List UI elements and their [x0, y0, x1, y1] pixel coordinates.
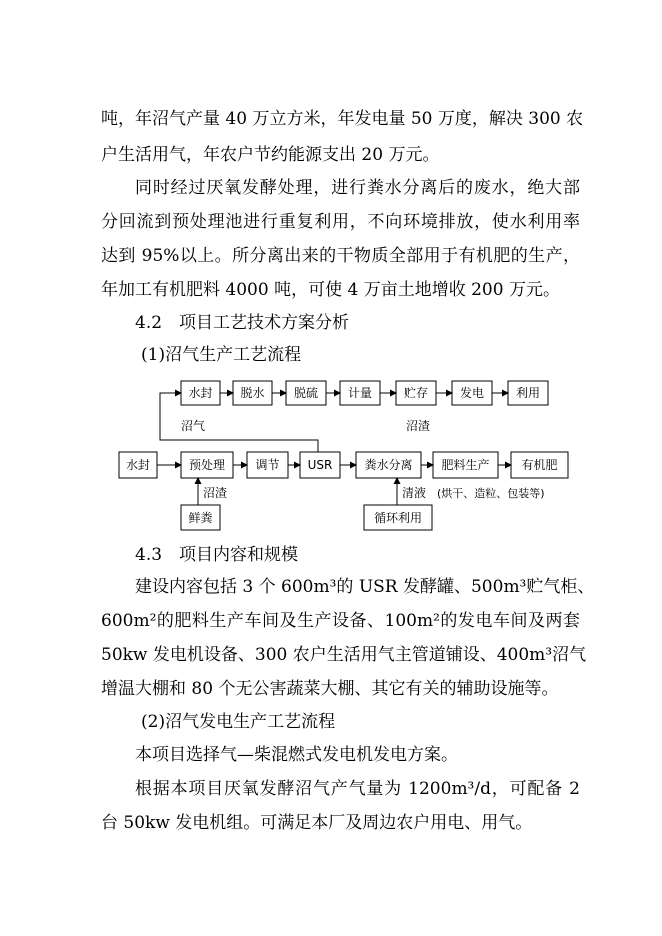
section-4-3-line-4: 增温大棚和 80 个无公害蔬菜大棚、其它有关的辅助设施等。 — [101, 679, 559, 699]
top-water-seal-label: 水封 — [188, 386, 213, 400]
paragraph-1-line-2: 户生活用气，年农户节约能源支出 20 万元。 — [101, 145, 440, 165]
section-4-2-subheading: (1)沼气生产工艺流程 — [141, 345, 302, 365]
paragraph-2-line-2: 分回流到预处理池进行重复利用，不向环境排放，使水利用率 — [101, 212, 580, 232]
utilization-label: 利用 — [515, 386, 541, 400]
gas-chain-row — [181, 381, 548, 405]
desulfurization-label: 脱硫 — [293, 386, 319, 400]
digestate-top-label: 沼渣 — [406, 419, 431, 433]
pretreatment-label: 预处理 — [188, 458, 226, 472]
metering-label: 计量 — [347, 386, 373, 400]
paragraph-2-line-4: 年加工有机肥料 4000 吨，可使 4 万亩土地增收 200 万元。 — [101, 280, 560, 300]
subsection-2-paragraph-2-line-2: 台 50kw 发电机组。可满足本厂及周边农户用电、用气。 — [101, 813, 533, 833]
organic-fertilizer-label: 有机肥 — [521, 458, 558, 472]
adjustment-label: 调节 — [255, 458, 280, 472]
section-4-3-heading: 4.3 项目内容和规模 — [135, 545, 299, 565]
usr-label: USR — [307, 458, 333, 472]
paragraph-1-line-1: 吨，年沼气产量 40 万立方米，年发电量 50 万度，解决 300 农 — [101, 109, 584, 129]
storage-label: 贮存 — [403, 386, 429, 400]
paragraph-2-line-3: 达到 95%以上。所分离出来的干物质全部用于有机肥的生产， — [101, 246, 580, 266]
manure-chain-row — [119, 452, 568, 478]
bottom-water-seal-label: 水封 — [125, 458, 151, 472]
fertilizer-process-note: (烘干、造粒、包装等) — [437, 487, 545, 500]
biogas-label: 沼气 — [181, 419, 206, 433]
fertilizer-production-label: 肥料生产 — [441, 458, 490, 472]
solid-liquid-separation-label: 粪水分离 — [364, 458, 413, 472]
section-4-3-line-1: 建设内容包括 3 个 600m³的 USR 发酵罐、500m³贮气柜、 — [135, 577, 595, 597]
section-4-3-line-2: 600m²的肥料生产车间及生产设备、100m²的发电车间及两套 — [101, 611, 580, 631]
biogas-process-flow-diagram — [0, 370, 662, 540]
section-4-2-heading: 4.2 项目工艺技术方案分析 — [135, 313, 350, 333]
paragraph-2-line-1: 同时经过厌氧发酵处理，进行粪水分离后的废水，绝大部 — [135, 178, 580, 198]
subsection-2-heading: (2)沼气发电生产工艺流程 — [141, 712, 336, 732]
recycle-label: 循环利用 — [373, 511, 423, 525]
section-4-3-line-3: 50kw 发电机设备、300 农户生活用气主管道铺设、400m³沼气 — [101, 645, 587, 665]
fresh-manure-label: 鲜粪 — [188, 511, 213, 525]
dewatering-label: 脱水 — [240, 386, 265, 400]
liquid-label: 清液 — [402, 486, 427, 500]
digestate-bottom-label: 沼渣 — [203, 486, 228, 500]
subsection-2-paragraph-2-line-1: 根据本项目厌氧发酵沼气产气量为 1200m³/d，可配备 2 — [135, 779, 580, 799]
subsection-2-paragraph-1: 本项目选择气—柴混燃式发电机发电方案。 — [135, 745, 458, 765]
power-generation-label: 发电 — [459, 386, 485, 400]
